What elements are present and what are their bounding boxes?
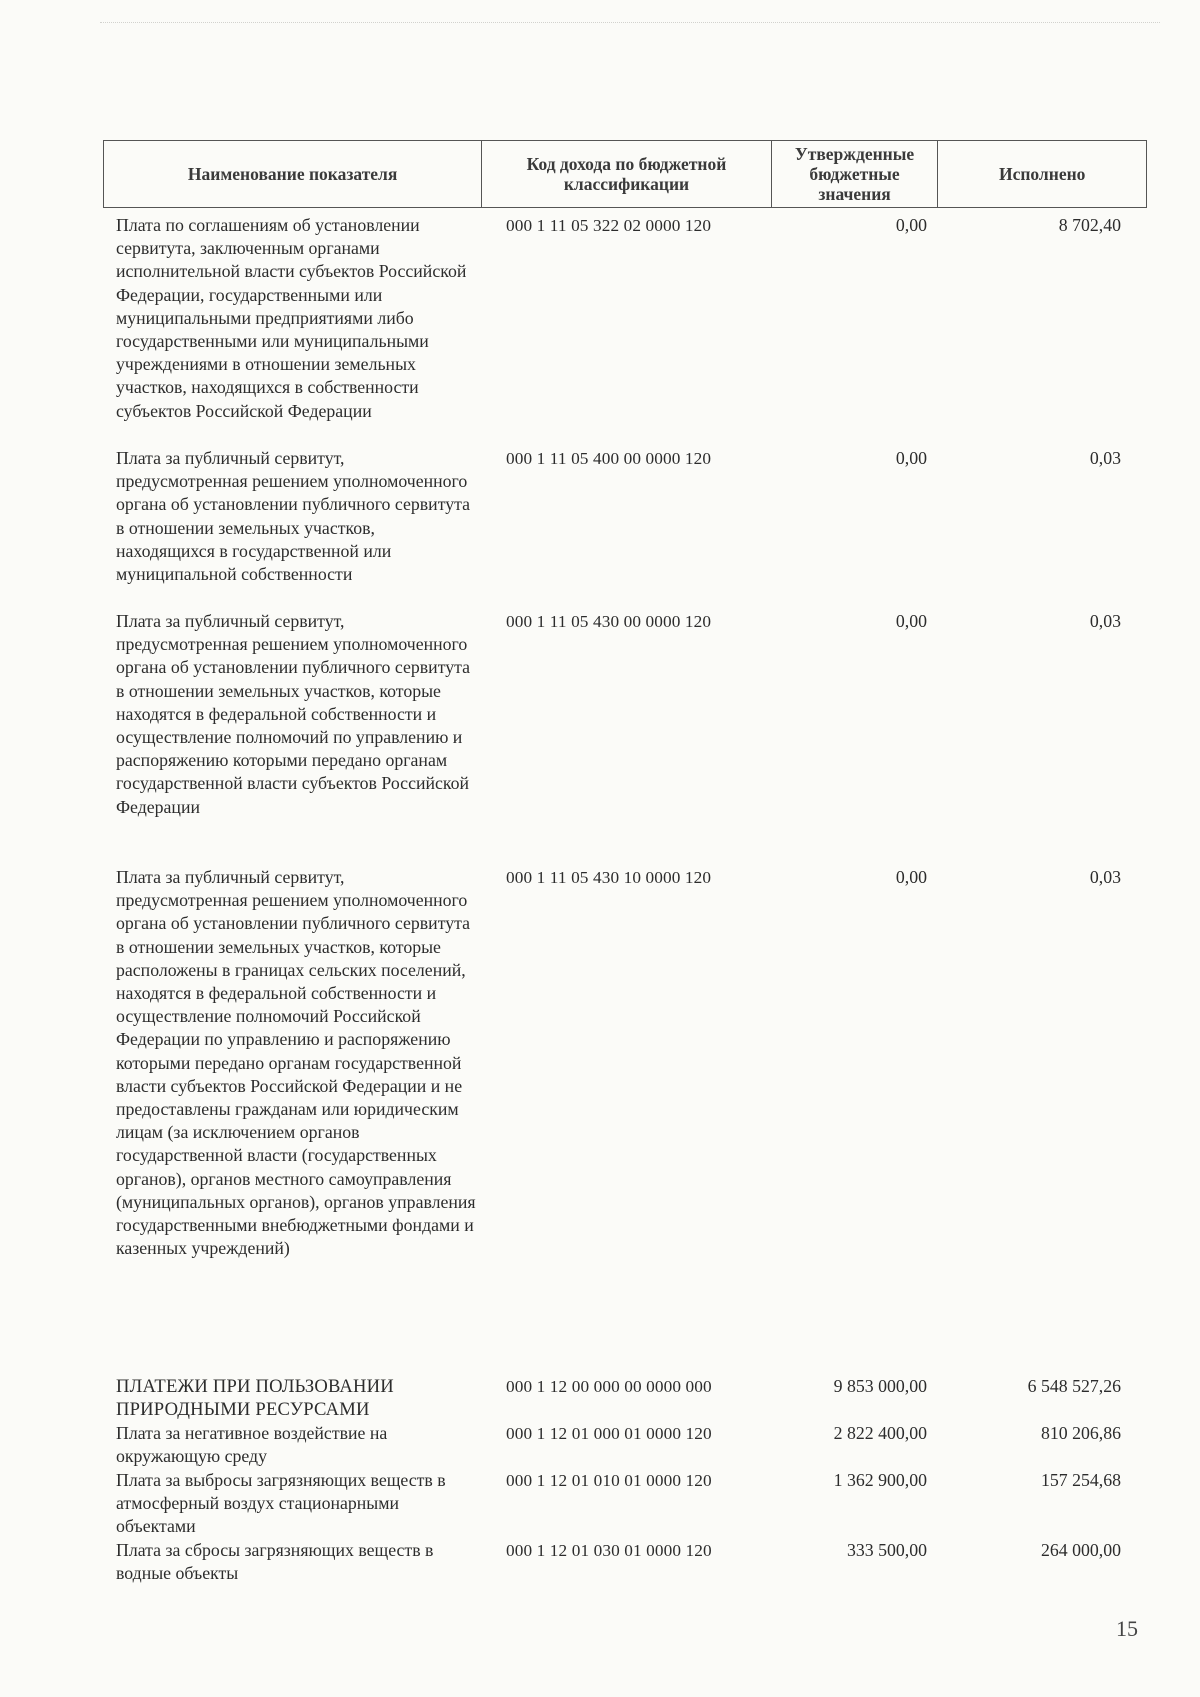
table-row — [103, 866, 1147, 1375]
row-approved: 0,00 — [895, 215, 927, 235]
row-name: ПЛАТЕЖИ ПРИ ПОЛЬЗОВАНИИ ПРИРОДНЫМИ РЕСУРСАМИ — [116, 1376, 394, 1421]
row-approved: 0,00 — [895, 448, 927, 468]
row-executed: 0,03 — [1089, 448, 1121, 468]
row-code: 000 1 11 05 400 00 0000 120 — [506, 449, 712, 468]
row-code: 000 1 11 05 322 02 0000 120 — [506, 216, 712, 235]
header-executed: Исполнено — [998, 164, 1086, 184]
table-row — [103, 1422, 1147, 1469]
row-executed: 264 000,00 — [1040, 1540, 1121, 1560]
row-approved: 9 853 000,00 — [833, 1376, 927, 1396]
page-number: 15 — [1116, 1616, 1138, 1641]
row-approved: 0,00 — [895, 867, 927, 887]
row-executed: 8 702,40 — [1058, 215, 1121, 235]
table-row — [103, 1539, 1147, 1589]
row-approved: 333 500,00 — [846, 1540, 927, 1560]
header-approved: Утвержденные бюджетные значения — [772, 141, 939, 207]
row-code: 000 1 12 01 030 01 0000 120 — [506, 1541, 712, 1560]
table-row — [103, 214, 1147, 447]
row-executed: 157 254,68 — [1040, 1470, 1121, 1490]
row-name: Плата за публичный сервитут, предусмотренная решением уполномоченного органа об установлении публичного сервитута в отношении земельных участков, которые находятся в федеральной собственности и осуществление полномочий по управлению и распоряжению которыми передано органам государственной власти субъектов Российской Федерации — [116, 611, 471, 817]
row-code: 000 1 12 01 000 01 0000 120 — [506, 1424, 712, 1443]
row-name: Плата за публичный сервитут, предусмотренная решением уполномоченного органа об установлении публичного сервитута в отношении земельных участков, которые расположены в границах сельских поселений, находятся в федеральной собственности и осуществление полномочий Российской Федерации по управлению и распоряжению которыми передано органам государственной власти субъектов Российской Федерации и не предоставлены гражданам или юридическим лицам (за исключением органов государственной власти (государственных органов), органов местного самоуправления (муниципальных органов), органов управления государственными внебюджетными фондами и казенных учреждений) — [116, 867, 476, 1259]
row-name: Плата за негативное воздействие на окружающую среду — [116, 1423, 388, 1467]
row-code: 000 1 11 05 430 00 0000 120 — [506, 612, 712, 631]
table-row — [103, 1469, 1147, 1539]
row-executed: 0,03 — [1089, 611, 1121, 631]
row-executed: 6 548 527,26 — [1027, 1376, 1121, 1396]
row-code: 000 1 12 01 010 01 0000 120 — [506, 1471, 712, 1490]
row-approved: 2 822 400,00 — [833, 1423, 927, 1443]
table-row — [103, 447, 1147, 610]
scan-artifact-line — [100, 22, 1160, 25]
row-name: Плата за сбросы загрязняющих веществ в водные объекты — [116, 1540, 434, 1584]
row-name: Плата за выбросы загрязняющих веществ в атмосферный воздух стационарными объектами — [116, 1470, 446, 1537]
row-name: Плата по соглашениям об установлении сервитута, заключенным органами исполнительной власти субъектов Российской Федерации, государственными или муниципальными предприятиями либо государственными или муниципальными учреждениями в отношении земельных участков, находящихся в собственности субъектов Российской Федерации — [116, 215, 467, 421]
header-name: Наименование показателя — [104, 141, 482, 207]
row-code: 000 1 12 00 000 00 0000 000 — [506, 1377, 712, 1396]
table-row — [103, 610, 1147, 866]
row-approved: 0,00 — [895, 611, 927, 631]
row-approved: 1 362 900,00 — [833, 1470, 927, 1490]
row-code: 000 1 11 05 430 10 0000 120 — [506, 868, 712, 887]
header-code: Код дохода по бюджетной классификации — [482, 141, 771, 207]
table-row — [103, 1375, 1147, 1422]
table-header — [103, 140, 1147, 208]
row-executed: 0,03 — [1089, 867, 1121, 887]
row-executed: 810 206,86 — [1040, 1423, 1121, 1443]
row-name: Плата за публичный сервитут, предусмотренная решением уполномоченного органа об установлении публичного сервитута в отношении земельных участков, находящихся в государственной или муниципальной собственности — [116, 448, 471, 585]
table-body — [103, 214, 1147, 1589]
